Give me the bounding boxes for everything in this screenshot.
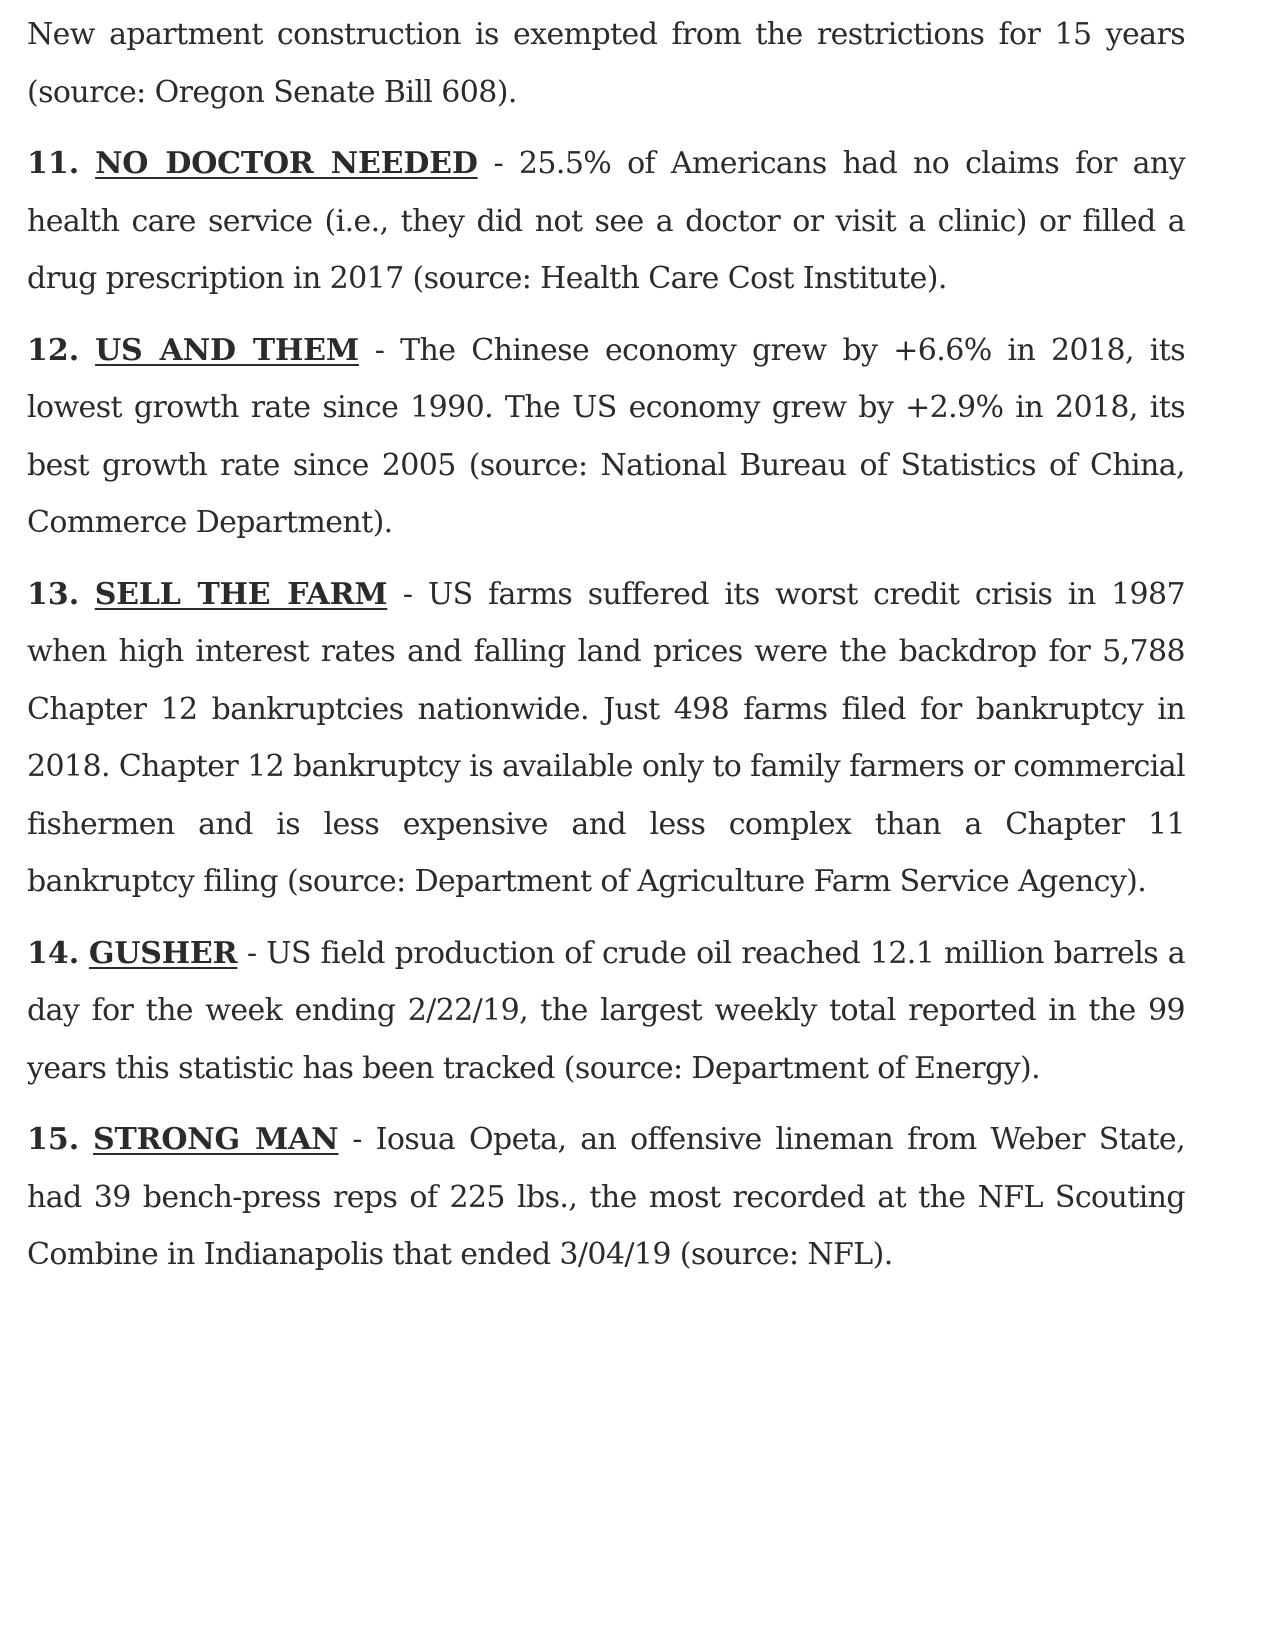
item-heading: SELL THE FARM	[94, 576, 388, 612]
document-page	[27, 6, 1185, 1298]
intro-paragraph	[27, 6, 1185, 121]
item-11	[27, 135, 1185, 308]
item-12	[27, 322, 1185, 552]
item-number: 12.	[27, 332, 80, 368]
item-body: US field production of crude oil reached 12.1 million barrels a day for the week ending 2/22/19, the largest weekly total reported in the 99 years this statistic has been tracked (source: Department of Energy).	[27, 935, 1185, 1086]
item-13	[27, 566, 1185, 911]
item-separator: -	[237, 935, 267, 971]
item-heading: US AND THEM	[95, 332, 359, 368]
item-15	[27, 1111, 1185, 1284]
item-body: 25.5% of Americans had no claims for any health care service (i.e., they did not see a doctor or visit a clinic) or filled a drug prescription in 2017 (source: Health Care Cost Institute).	[27, 146, 1185, 296]
item-number: 13.	[27, 576, 80, 612]
item-number: 14.	[27, 935, 80, 971]
item-separator: -	[358, 332, 401, 368]
item-body: The Chinese economy grew by +6.6% in 2018, its lowest growth rate since 1990. The US economy grew by +2.9% in 2018, its best growth rate since 2005 (source: National Bureau of Statistics of China, Commerce Department).	[27, 332, 1186, 540]
item-14	[27, 925, 1185, 1098]
item-heading: STRONG MAN	[93, 1122, 339, 1157]
item-number: 15.	[27, 1122, 80, 1157]
item-separator: -	[387, 576, 428, 612]
item-heading: GUSHER	[88, 935, 238, 971]
item-body: Iosua Opeta, an offensive lineman from Weber State, had 39 bench-press reps of 225 lbs., the most recorded at the NFL Scouting Combine in Indianapolis that ended 3/04/19 (source: NFL).	[27, 1122, 1186, 1272]
item-separator: -	[477, 146, 519, 181]
item-body: US farms suffered its worst credit crisis in 1987 when high interest rates and falling land prices were the backdrop for 5,788 Chapter 12 bankruptcies nationwide. Just 498 farms filed for bankruptcy in 2018. Chapter 12 bankruptcy is available only to family farmers or commercial fishermen and is less expensive and less complex than a Chapter 11 bankruptcy filing (source: Department of Agriculture Farm Service Agency).	[27, 576, 1186, 899]
intro-text: New apartment construction is exempted from the restrictions for 15 years (source: Oregon Senate Bill 608).	[27, 17, 1185, 110]
item-separator: -	[338, 1122, 376, 1157]
item-heading: NO DOCTOR NEEDED	[95, 146, 478, 181]
item-number: 11.	[27, 146, 80, 181]
